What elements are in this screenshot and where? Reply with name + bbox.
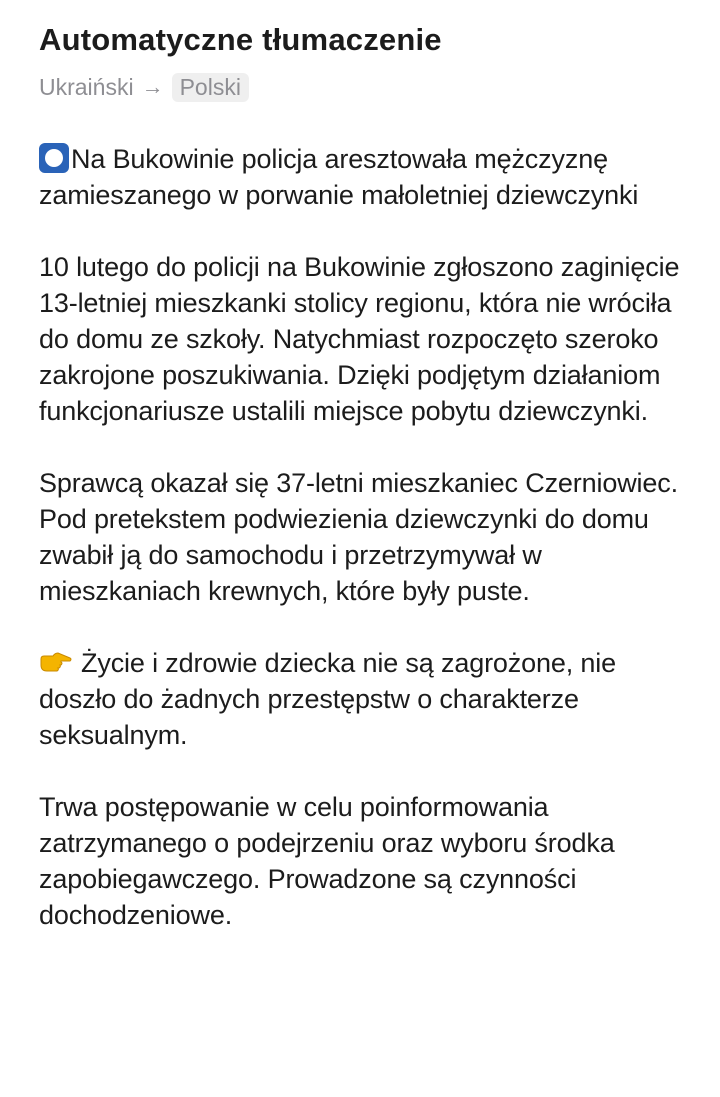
paragraph-text: Sprawcą okazał się 37-letni mieszkaniec Czerniowiec. Pod pretekstem podwiezienia dziewczynki do domu zwabił ją do samochodu i przetrzymywał w mieszkaniach krewnych, które były puste. [39, 468, 678, 606]
translated-text [39, 141, 680, 933]
white-circle-button-icon [39, 143, 69, 173]
paragraph-text: Życie i zdrowie dziecka nie są zagrożone, nie doszło do żadnych przestępstw o charakterze seksualnym. [39, 648, 617, 750]
paragraph [39, 789, 680, 933]
paragraph-text: Na Bukowinie policja aresztowała mężczyznę zamieszanego w porwanie małoletniej dziewczynki [39, 144, 639, 210]
paragraph [39, 249, 680, 429]
paragraph [39, 645, 680, 753]
language-selector [39, 71, 680, 103]
pointing-right-hand-icon [39, 650, 73, 676]
source-language: Ukraiński [39, 73, 134, 100]
target-language-chip[interactable]: Polski [172, 73, 249, 102]
paragraph-text: 10 lutego do policji na Bukowinie zgłoszono zaginięcie 13-letniej mieszkanki stolicy regionu, która nie wróciła do domu ze szkoły. Natychmiast rozpoczęto szeroko zakrojone poszukiwania. Dzięki podjętym działaniom funkcjonariusze ustalili miejsce pobytu dziewczynki. [39, 252, 680, 426]
arrow-right-icon: → [141, 74, 164, 99]
page-title: Automatyczne tłumaczenie [39, 22, 442, 57]
paragraph-text: Trwa postępowanie w celu poinformowania zatrzymanego o podejrzeniu oraz wyboru środka zapobiegawczego. Prowadzone są czynności dochodzeniowe. [39, 792, 615, 930]
paragraph [39, 465, 680, 609]
paragraph-headline [39, 141, 680, 213]
